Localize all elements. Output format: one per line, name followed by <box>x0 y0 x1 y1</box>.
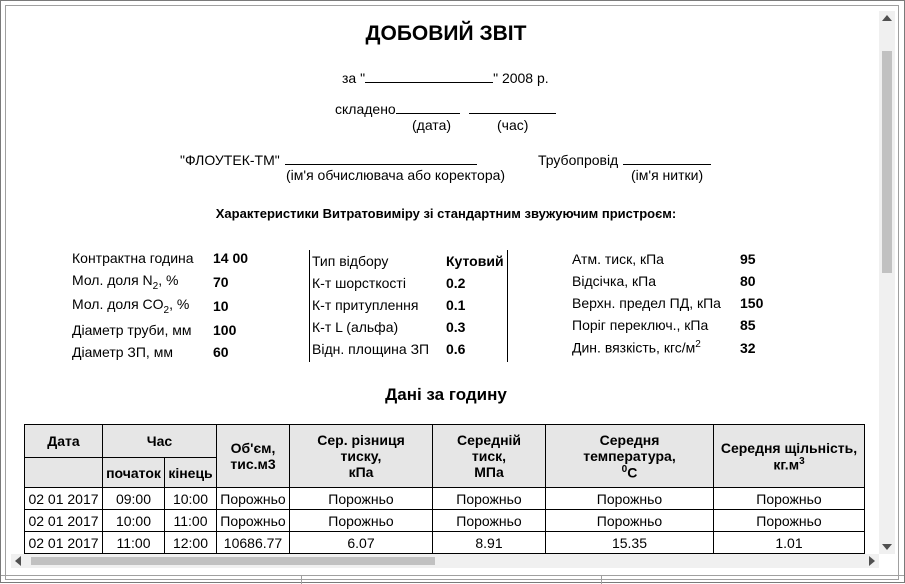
cell-avg-dp: Порожньо <box>290 488 433 510</box>
pipeline-caption: (ім'я нитки) <box>631 167 704 183</box>
scroll-up-arrow-icon[interactable] <box>882 15 892 21</box>
device-caption: (ім'я обчислювача або коректора) <box>286 167 506 183</box>
param-orifice-diameter-value: 60 <box>213 344 229 360</box>
report-period-line <box>342 68 549 86</box>
cell-avg-density: Порожньо <box>714 510 865 532</box>
horizontal-scrollbar[interactable] <box>11 554 879 568</box>
characteristics-heading: Характеристики Витратовиміру зі стандартним звужуючим пристроєм: <box>215 206 677 221</box>
param-roughness-value: 0.2 <box>446 275 466 291</box>
cell-volume: 10686.77 <box>217 532 290 554</box>
device-name: "ФЛОУТЕК-ТМ" <box>180 152 280 168</box>
header-avg-density: Середня щільність, $кг.м^3$ <box>714 425 865 488</box>
param-tap-type-value: Кутовий <box>446 253 504 269</box>
scroll-left-arrow-icon[interactable] <box>15 556 21 566</box>
cell-avg-pressure: Порожньо <box>433 510 546 532</box>
hourly-data-table <box>24 424 865 554</box>
param-switch-threshold-label: Поріг переключ., кПа <box>572 317 709 333</box>
header-date: Дата <box>25 425 103 458</box>
param-atm-pressure-label: Атм. тиск, кПа <box>572 251 664 267</box>
table-row <box>25 510 865 532</box>
params-divider-right <box>507 250 508 362</box>
cell-avg-pressure: Порожньо <box>433 488 546 510</box>
period-prefix: за " <box>342 70 366 86</box>
param-switch-threshold-value: 85 <box>740 317 756 333</box>
pipeline-label: Трубопровід <box>538 152 619 168</box>
param-pipe-diameter-value: 100 <box>213 322 237 338</box>
compiled-date-caption: (дата) <box>412 117 452 133</box>
param-atm-pressure-value: 95 <box>740 251 756 267</box>
param-cutoff-value: 80 <box>740 273 756 289</box>
device-line <box>180 150 477 168</box>
hourly-heading: Дані за годину <box>385 385 507 404</box>
param-n2-label: Мол. доля $N_2$, % <box>72 272 179 292</box>
cell-avg-density: 1.01 <box>714 532 865 554</box>
param-orifice-diameter-label: Діаметр ЗП, мм <box>72 344 173 360</box>
cell-avg-dp: Порожньо <box>290 510 433 532</box>
param-contract-hour-label: Контрактна година <box>72 250 194 266</box>
cell-volume: Порожньо <box>217 510 290 532</box>
table-row <box>25 488 865 510</box>
header-date-blank <box>25 458 103 488</box>
report-document <box>6 6 878 554</box>
param-viscosity-value: 32 <box>740 340 756 356</box>
param-bluntness-value: 0.1 <box>446 297 466 313</box>
param-alpha-label: К-т L (альфа) <box>312 319 399 335</box>
table-row <box>25 532 865 554</box>
param-area-ratio-label: Відн. площина ЗП <box>312 341 430 357</box>
header-time-end: кінець <box>165 458 217 488</box>
header-time: Час <box>103 425 217 458</box>
params-divider-left <box>309 250 310 362</box>
param-roughness-label: К-т шорсткості <box>312 275 406 291</box>
cell-avg-dp: 6.07 <box>290 532 433 554</box>
cell-avg-temperature: Порожньо <box>546 510 714 532</box>
cell-date: 02 01 2017 <box>25 488 103 510</box>
header-avg-dp: Сер. різниця тиску, кПа <box>290 425 433 488</box>
param-co2-label: Мол. доля $CO_2$, % <box>72 296 190 316</box>
cell-end: 12:00 <box>165 532 217 554</box>
report-title: ДОБОВИЙ ЗВІТ <box>365 22 527 45</box>
cell-avg-pressure: 8.91 <box>433 532 546 554</box>
header-avg-temperature: Середня температура, $^0$С <box>546 425 714 488</box>
cell-date: 02 01 2017 <box>25 532 103 554</box>
pipeline-blank <box>623 150 711 165</box>
period-blank <box>365 68 493 83</box>
horizontal-scroll-thumb[interactable] <box>31 557 435 565</box>
pipeline-line <box>538 150 711 168</box>
compiled-label: складено <box>335 101 396 117</box>
header-time-start: початок <box>103 458 165 488</box>
cell-end: 11:00 <box>165 510 217 532</box>
param-co2-value: 10 <box>213 298 229 314</box>
scroll-down-arrow-icon[interactable] <box>882 544 892 550</box>
param-n2-value: 70 <box>213 274 229 290</box>
compiled-time-caption: (час) <box>497 117 529 133</box>
cell-start: 11:00 <box>103 532 165 554</box>
param-dp-upper-limit-label: Верхн. предел ПД, кПа <box>572 295 721 311</box>
scroll-right-arrow-icon[interactable] <box>869 556 875 566</box>
compiled-time-blank <box>469 99 556 114</box>
param-alpha-value: 0.3 <box>446 319 466 335</box>
param-bluntness-label: К-т притуплення <box>312 297 419 313</box>
cell-start: 09:00 <box>103 488 165 510</box>
header-avg-pressure: Середній тиск, МПа <box>433 425 546 488</box>
cell-start: 10:00 <box>103 510 165 532</box>
param-cutoff-label: Відсічка, кПа <box>572 273 656 289</box>
vertical-scrollbar[interactable] <box>879 11 895 554</box>
compiled-line <box>335 99 556 117</box>
param-tap-type-label: Тип відбору <box>312 253 389 269</box>
param-area-ratio-value: 0.6 <box>446 341 466 357</box>
compiled-date-blank <box>396 99 460 114</box>
cell-volume: Порожньо <box>217 488 290 510</box>
cell-end: 10:00 <box>165 488 217 510</box>
param-pipe-diameter-label: Діаметр труби, мм <box>72 322 192 338</box>
cell-avg-temperature: Порожньо <box>546 488 714 510</box>
cell-avg-temperature: 15.35 <box>546 532 714 554</box>
cell-avg-density: Порожньо <box>714 488 865 510</box>
vertical-scroll-thumb[interactable] <box>882 51 892 273</box>
cell-date: 02 01 2017 <box>25 510 103 532</box>
device-blank <box>285 150 477 165</box>
period-suffix: " 2008 р. <box>493 70 549 86</box>
param-contract-hour-value: 14 00 <box>213 250 249 266</box>
param-viscosity-label: Дин. вязкість, кгс/$м^2$ <box>572 339 701 356</box>
header-volume: Об'єм, тис.м3 <box>217 425 290 488</box>
param-dp-upper-limit-value: 150 <box>740 295 764 311</box>
